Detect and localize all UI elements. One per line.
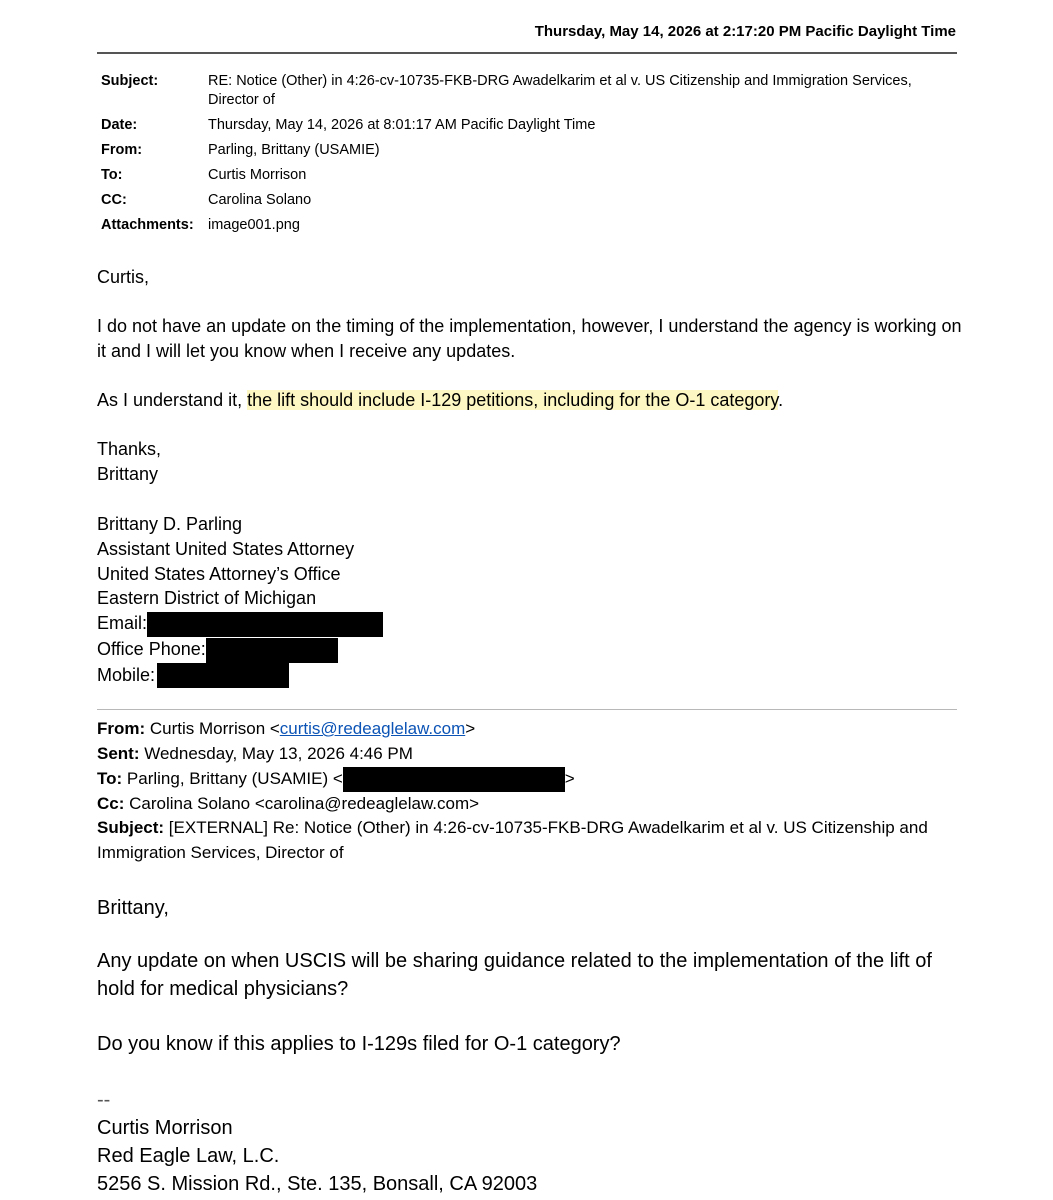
quoted-signature-address: 5256 S. Mission Rd., Ste. 135, Bonsall, CA 92003 [97, 1173, 538, 1195]
reply-closing [97, 437, 967, 487]
quoted-signature [97, 1086, 957, 1198]
quoted-subject-row [97, 816, 957, 866]
subject-row [101, 72, 941, 110]
closing-word: Thanks, [97, 439, 162, 459]
attachments-label: Attachments: [101, 217, 194, 233]
redaction-bar [147, 612, 383, 637]
redaction-bar [157, 663, 289, 688]
email-header [101, 72, 941, 241]
subject-value: RE: Notice (Other) in 4:26-cv-10735-FKB-DRG Awadelkarim et al v. US Citizenship and Immigration Services, Director of [208, 73, 912, 108]
quoted-from-close: > [465, 719, 476, 738]
attachment-filename[interactable]: image001.png [208, 217, 300, 233]
quoted-greeting: Brittany, [97, 897, 169, 919]
quoted-to-row [97, 767, 957, 792]
print-timestamp: Thursday, May 14, 2026 at 2:17:20 PM Pacific Daylight Time [534, 23, 956, 40]
cc-value: Carolina Solano [208, 192, 312, 208]
quoted-signature-firm: Red Eagle Law, L.C. [97, 1145, 280, 1167]
redaction-bar [343, 767, 565, 792]
header-divider [97, 52, 957, 54]
cc-label: CC: [101, 192, 127, 208]
quoted-to-close: > [564, 768, 575, 788]
from-value: Parling, Brittany (USAMIE) [208, 142, 380, 158]
quoted-from-row [97, 717, 957, 742]
from-label: From: [101, 142, 143, 158]
signature-mobile-line [97, 663, 967, 689]
from-row [101, 141, 941, 160]
signature-office: United States Attorney’s Office [97, 563, 341, 584]
quoted-sent-row [97, 742, 957, 767]
quoted-signature-name: Curtis Morrison [97, 1117, 233, 1139]
cc-row [101, 191, 941, 210]
quoted-from-name: Curtis Morrison < [149, 719, 280, 738]
quoted-header [97, 717, 957, 866]
to-value: Curtis Morrison [208, 167, 307, 183]
signature-separator: -- [97, 1089, 111, 1111]
reply-greeting: Curtis, [97, 267, 150, 287]
to-row [101, 166, 941, 185]
quoted-sent-value: Wednesday, May 13, 2026 4:46 PM [144, 743, 413, 763]
quoted-subject-label: Subject: [97, 818, 165, 838]
signature-title: Assistant United States Attorney [97, 538, 355, 559]
date-row [101, 116, 941, 135]
quoted-paragraph-2: Do you know if this applies to I-129s filed for O-1 category? [97, 1033, 621, 1055]
to-label: To: [101, 167, 123, 183]
email-label: Email: [97, 613, 148, 634]
signature-email-line [97, 611, 967, 637]
signature-phone-line [97, 637, 967, 663]
quoted-from-label: From: [97, 719, 146, 738]
quoted-paragraph-1: Any update on when USCIS will be sharing guidance related to the implementation of the lift of hold for medical physicians? [97, 950, 932, 1000]
quoted-divider [97, 709, 957, 710]
email-link[interactable]: curtis@redeaglelaw.com [279, 719, 466, 738]
quoted-cc-value: Carolina Solano <carolina@redeaglelaw.com> [129, 793, 480, 813]
reply-signature [97, 512, 967, 688]
quoted-to-value: Parling, Brittany (USAMIE) < [126, 768, 343, 788]
quoted-cc-label: Cc: [97, 793, 125, 813]
closing-name: Brittany [97, 463, 159, 484]
signature-district: Eastern District of Michigan [97, 588, 317, 609]
reply-paragraph-2 [97, 388, 967, 413]
date-value: Thursday, May 14, 2026 at 8:01:17 AM Pacific Daylight Time [208, 117, 596, 133]
signature-name: Brittany D. Parling [97, 514, 243, 534]
subject-label: Subject: [101, 73, 159, 89]
quoted-cc-row [97, 792, 957, 817]
reply-paragraph-2-prefix: As I understand it, [97, 390, 248, 410]
quoted-sent-label: Sent: [97, 743, 140, 763]
reply-paragraph-2-suffix: . [778, 390, 784, 410]
attachments-row [101, 216, 941, 235]
highlighted-text: the lift should include I-129 petitions, including for the O-1 category [247, 390, 779, 410]
quoted-to-label: To: [97, 768, 123, 788]
phone-label: Office Phone: [97, 638, 206, 659]
reply-paragraph-1: I do not have an update on the timing of the implementation, however, I understand the agency is working on it and I will let you know when I receive any updates. [97, 316, 962, 361]
date-label: Date: [101, 117, 138, 133]
redaction-bar [206, 638, 338, 663]
mobile-label: Mobile: [97, 664, 156, 685]
quoted-subject-value: [EXTERNAL] Re: Notice (Other) in 4:26-cv-10735-FKB-DRG Awadelkarim et al v. US Citizenship and Immigration Services, Director of [97, 818, 928, 863]
